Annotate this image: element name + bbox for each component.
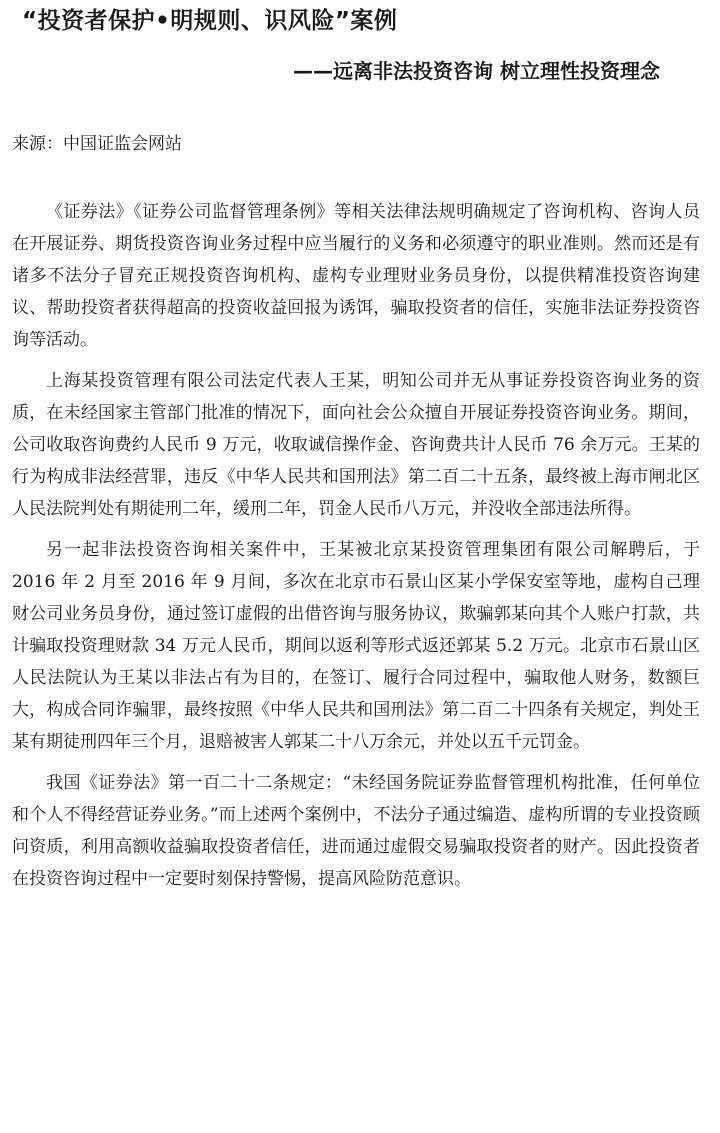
source-line: 来源：中国证监会网站 [12,134,182,154]
article-body [12,196,700,904]
paragraph-conclusion: 我国《证券法》第一百二十二条规定：“未经国务院证券监督管理机构批准，任何单位和个人不得经营证券业务。”而上述两个案例中，不法分子通过编造、虚构所谓的专业投资顾问资质，利用高额收益骗取投资者信任，进而通过虚假交易骗取投资者的财产。因此投资者在投资咨询过程中一定要时刻保持警惕，提高风险防范意识。 [12,773,700,889]
paragraph-case-shanghai: 上海某投资管理有限公司法定代表人王某，明知公司并无从事证券投资咨询业务的资质，在未经国家主管部门批准的情况下，面向社会公众擅自开展证券投资咨询业务。期间，公司收取咨询费约人民币 9 万元，收取诚信操作金、咨询费共计人民币 76 余万元。王某的行为构成非法经营罪，违反《中华人民共和国刑法》第二百二十五条，最终被上海市闸北区人民法院判处有期徒刑二年，缓刑二年，罚金人民币八万元，并没收全部违法所得。 [12,371,700,519]
paragraph-intro: 《证券法》《证券公司监督管理条例》等相关法律法规明确规定了咨询机构、咨询人员在开展证券、期货投资咨询业务过程中应当履行的义务和必须遵守的职业准则。然而还是有诸多不法分子冒充正规投资咨询机构、虚构专业理财业务员身份，以提供精准投资咨询建议、帮助投资者获得超高的投资收益回报为诱饵，骗取投资者的信任，实施非法证券投资咨询等活动。 [12,202,700,350]
document-title: “投资者保护•明规则、识风险”案例 [22,8,398,34]
document-subtitle: ——远离非法投资咨询 树立理性投资理念 [293,59,660,83]
paragraph-case-beijing: 另一起非法投资咨询相关案件中，王某被北京某投资管理集团有限公司解聘后，于 2016 年 2 月至 2016 年 9 月间，多次在北京市石景山区某小学保安室等地，虚构自己理财公司业务员身份，通过签订虚假的出借咨询与服务协议，欺骗郭某向其个人账户打款，共计骗取投资理财款 34 万元人民币，期间以返利等形式返还郭某 5.2 万元。北京市石景山区人民法院认为王某以非法占有为目的，在签订、履行合同过程中，骗取他人财务，数额巨大，构成合同诈骗罪，最终按照《中华人民共和国刑法》第二百二十四条有关规定，判处王某有期徒刑四年三个月，退赔被害人郭某二十八万余元，并处以五千元罚金。 [12,540,700,752]
